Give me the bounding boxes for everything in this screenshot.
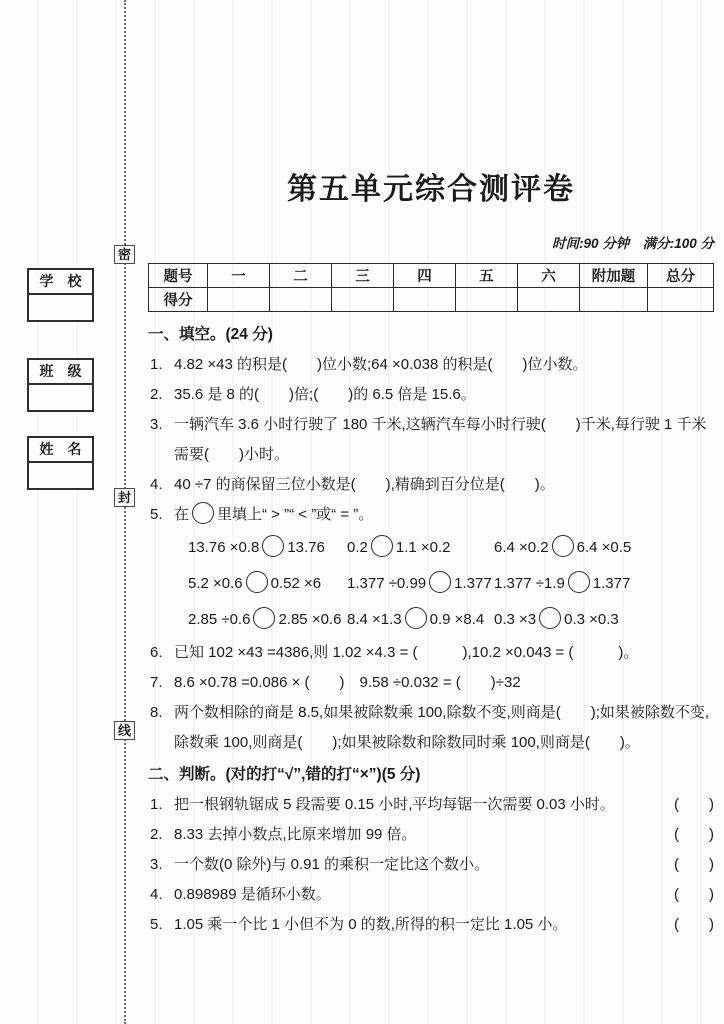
comparison-cell — [347, 530, 494, 566]
score-cell-empty — [648, 288, 714, 312]
comparison-right: 0.9 ×8.4 — [429, 611, 485, 628]
comparison-cell — [347, 602, 494, 638]
item-number: 5. — [150, 506, 163, 523]
score-cell-empty — [270, 288, 332, 312]
item-number: 8. — [150, 704, 163, 721]
compare-circle — [246, 571, 268, 593]
seal-char-mi: 密 — [114, 245, 135, 264]
comparison-grid — [148, 530, 714, 638]
item-number: 7. — [150, 674, 163, 691]
score-cell-empty — [332, 288, 394, 312]
comparison-right: 1.377 — [592, 575, 631, 592]
section2-heading: 二、判断。(对的打“√”,错的打“×”)(5 分) — [148, 766, 421, 783]
item-text: 已知 102 ×43 =4386,则 1.02 ×4.3 = ( ),10.2 ×0.043 = ( )。 — [174, 644, 639, 661]
item-number: 1. — [150, 356, 163, 373]
comparison-left: 0.3 ×3 — [494, 611, 537, 628]
item-text: 8.33 去掉小数点,比原来增加 99 倍。 — [174, 826, 417, 843]
section1-heading: 一、填空。(24 分) — [148, 326, 273, 343]
comparison-left: 0.2 — [347, 539, 368, 556]
comparison-left: 1.377 ÷1.9 — [494, 575, 565, 592]
compare-circle — [253, 607, 275, 629]
name-field-label: 姓 名 — [29, 438, 92, 463]
comparison-cell — [188, 530, 347, 566]
item-text: 8.6 ×0.78 =0.086 × ( ) 9.58 ÷0.032 = ( )÷32 — [174, 674, 521, 691]
item-number: 6. — [150, 644, 163, 661]
score-table-header-cell: 六 — [518, 264, 580, 288]
item-text-pre: 在 — [174, 506, 190, 523]
judge-item-3 — [148, 850, 714, 880]
seal-char-feng: 封 — [114, 488, 135, 507]
score-cell-empty — [208, 288, 270, 312]
comparison-cell — [494, 566, 714, 602]
score-cell-empty — [518, 288, 580, 312]
class-field-box — [27, 358, 94, 412]
comparison-right: 1.377 — [454, 575, 492, 592]
comparison-right: 6.4 ×0.5 — [576, 539, 632, 556]
comparison-cell — [494, 602, 714, 638]
score-table-header-cell: 一 — [208, 264, 270, 288]
score-table-header-cell: 五 — [456, 264, 518, 288]
score-table-header-cell: 题号 — [149, 264, 208, 288]
item-number: 3. — [150, 416, 163, 433]
compare-circle — [405, 607, 427, 629]
comparison-cell — [188, 602, 347, 638]
seal-char-xian: 线 — [114, 721, 135, 740]
fill-item-6 — [148, 638, 714, 668]
school-field-box — [27, 268, 94, 322]
exam-meta-time-score: 时间:90 分钟 满分:100 分 — [551, 236, 714, 251]
answer-blank: ( ) — [674, 796, 714, 813]
item-number: 4. — [150, 476, 163, 493]
fill-item-5 — [148, 500, 714, 530]
item-number: 5. — [150, 916, 163, 933]
page-title: 第五单元综合测评卷 — [287, 173, 575, 206]
compare-circle — [429, 571, 451, 593]
answer-blank: ( ) — [674, 886, 714, 903]
comparison-left: 2.85 ÷0.6 — [188, 611, 251, 628]
exam-content — [148, 168, 714, 940]
item-text-post: 里填上“ > ”“ < ”或“ = ”。 — [217, 506, 374, 523]
name-field-box — [27, 436, 94, 490]
fill-item-7 — [148, 668, 714, 698]
compare-circle — [371, 535, 393, 557]
class-field-label: 班 级 — [29, 360, 92, 385]
school-field-blank — [29, 295, 92, 320]
compare-circle — [262, 535, 284, 557]
score-table — [148, 263, 714, 312]
fill-item-8 — [148, 698, 714, 758]
compare-circle — [552, 535, 574, 557]
name-field-blank — [29, 463, 92, 488]
item-text: 两个数相除的商是 8.5,如果被除数乘 100,除数不变,则商是( );如果被除数不变,除数乘 100,则商是( );如果被除数和除数同时乘 100,则商是( )。 — [174, 704, 710, 751]
judge-item-2 — [148, 820, 714, 850]
item-text — [174, 500, 714, 530]
item-number: 3. — [150, 856, 163, 873]
comparison-left: 1.377 ÷0.99 — [347, 575, 427, 592]
compare-circle — [568, 571, 590, 593]
judge-item-5 — [148, 910, 714, 940]
fill-item-1 — [148, 350, 714, 380]
comparison-cell — [494, 530, 714, 566]
fill-item-4 — [148, 470, 714, 500]
item-number: 2. — [150, 386, 163, 403]
item-number: 2. — [150, 826, 163, 843]
item-text: 一辆汽车 3.6 小时行驶了 180 千米,这辆汽车每小时行驶( )千米,每行驶 1 千米需要( )小时。 — [174, 416, 707, 463]
item-text: 40 ÷7 的商保留三位小数是( ),精确到百分位是( )。 — [174, 476, 555, 493]
score-table-header-cell: 附加题 — [580, 264, 648, 288]
judge-item-4 — [148, 880, 714, 910]
class-field-blank — [29, 385, 92, 410]
comparison-cell — [188, 566, 347, 602]
score-cell-empty — [456, 288, 518, 312]
score-table-header-cell: 总分 — [648, 264, 714, 288]
comparison-left: 5.2 ×0.6 — [188, 575, 243, 592]
comparison-cell — [347, 566, 494, 602]
score-cell-empty — [394, 288, 456, 312]
comparison-right: 0.3 ×0.3 — [564, 611, 619, 628]
compare-circle — [539, 607, 561, 629]
score-cell-empty — [580, 288, 648, 312]
item-text: 4.82 ×43 的积是( )位小数;64 ×0.038 的积是( )位小数。 — [174, 356, 588, 373]
fill-item-2 — [148, 380, 714, 410]
comparison-right: 1.1 ×0.2 — [395, 539, 451, 556]
score-table-header-cell: 四 — [394, 264, 456, 288]
compare-circle — [192, 502, 214, 524]
item-text: 把一根钢轨锯成 5 段需要 0.15 小时,平均每锯一次需要 0.03 小时。 — [174, 796, 615, 813]
comparison-left: 6.4 ×0.2 — [494, 539, 549, 556]
fill-item-3 — [148, 410, 714, 470]
seal-dotted-line — [124, 0, 126, 1024]
school-field-label: 学 校 — [29, 270, 92, 295]
item-text: 35.6 是 8 的( )倍;( )的 6.5 倍是 15.6。 — [174, 386, 476, 403]
answer-blank: ( ) — [674, 916, 714, 933]
score-table-header-row — [149, 264, 714, 288]
answer-blank: ( ) — [674, 826, 714, 843]
comparison-right: 0.52 ×6 — [270, 575, 322, 592]
item-text: 0.898989 是循环小数。 — [174, 886, 331, 903]
item-number: 4. — [150, 886, 163, 903]
item-number: 1. — [150, 796, 163, 813]
score-table-score-row — [149, 288, 714, 312]
comparison-left: 13.76 ×0.8 — [188, 539, 260, 556]
score-table-header-cell: 二 — [270, 264, 332, 288]
answer-blank: ( ) — [674, 856, 714, 873]
comparison-left: 8.4 ×1.3 — [347, 611, 402, 628]
comparison-right: 2.85 ×0.6 — [278, 611, 342, 628]
item-text: 1.05 乘一个比 1 小但不为 0 的数,所得的积一定比 1.05 小。 — [174, 916, 568, 933]
item-text: 一个数(0 除外)与 0.91 的乘积一定比这个数小。 — [174, 856, 490, 873]
score-row-label: 得分 — [149, 288, 208, 312]
judge-item-1 — [148, 790, 714, 820]
score-table-header-cell: 三 — [332, 264, 394, 288]
comparison-right: 13.76 — [287, 539, 325, 556]
